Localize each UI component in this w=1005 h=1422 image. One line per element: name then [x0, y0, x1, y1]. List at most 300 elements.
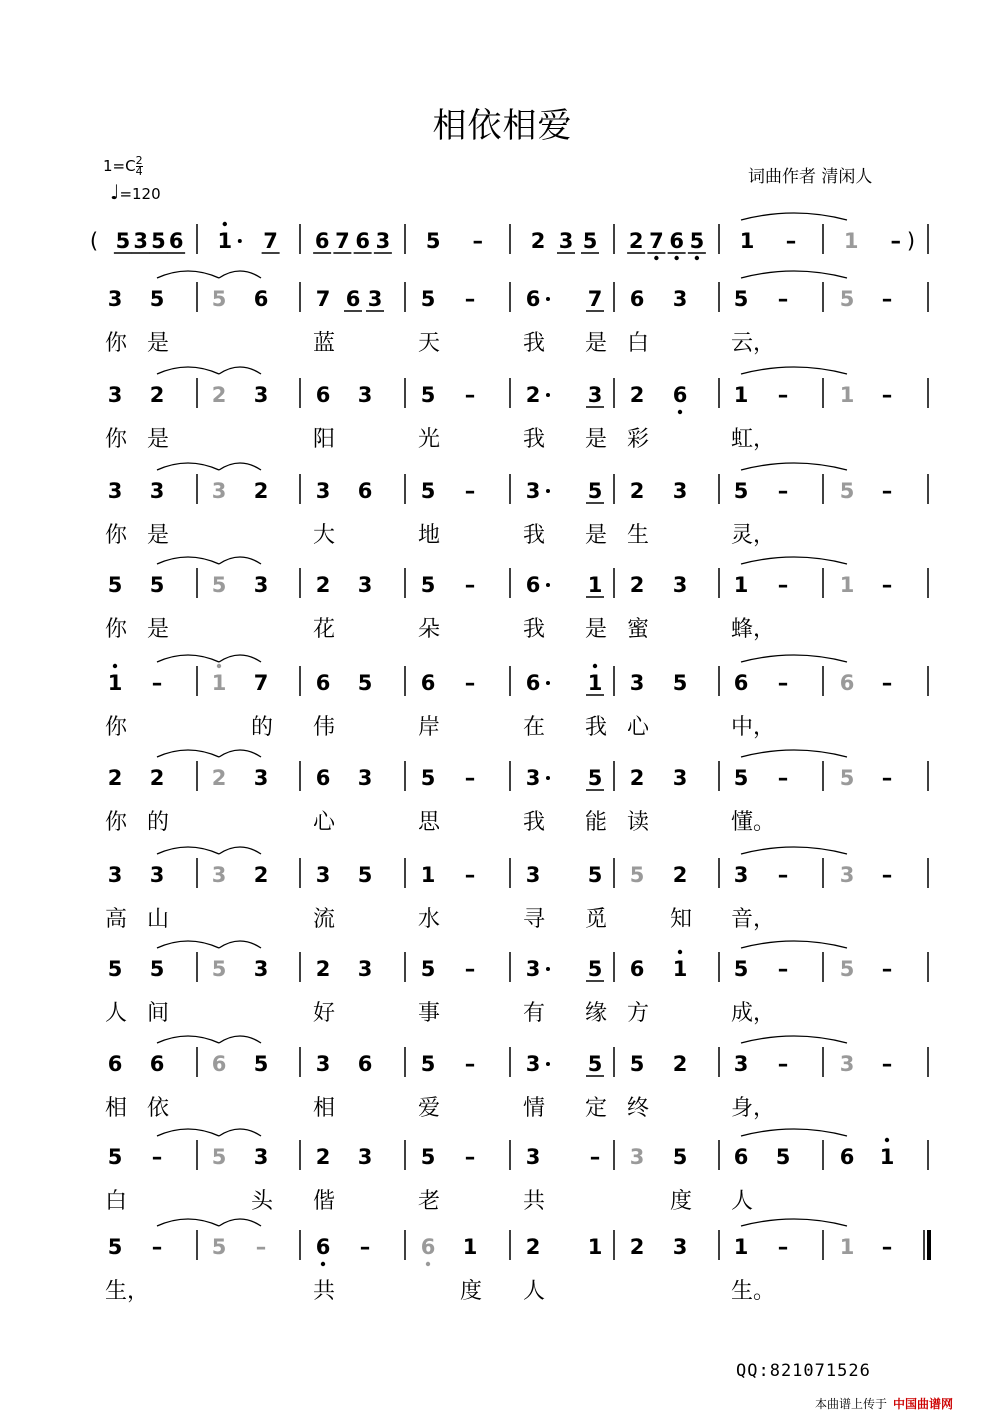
- lyric-char: 花: [313, 617, 336, 642]
- note: 3: [357, 383, 373, 407]
- lyric-char: 阳: [313, 427, 336, 452]
- lyric-char: 我: [523, 427, 546, 452]
- tie-slur: [219, 847, 261, 854]
- note: 2: [253, 479, 269, 503]
- lyric-char: 读: [627, 810, 650, 835]
- lyric-char: 能: [585, 810, 608, 835]
- augmentation-dot: [546, 489, 550, 493]
- augmentation-dot: [238, 239, 242, 243]
- octave-low-dot: [654, 256, 658, 260]
- tie-slur: [219, 367, 261, 374]
- lyric-char: 我: [523, 810, 546, 835]
- note: 5: [672, 1145, 688, 1169]
- note: 3: [525, 1145, 541, 1169]
- lyric-char: 缘: [585, 1001, 608, 1026]
- lyric-char: 你: [105, 331, 128, 356]
- lyric-char: 伟: [313, 715, 336, 740]
- note: 3: [672, 1235, 688, 1259]
- note: –: [472, 229, 483, 253]
- tie-slur: [741, 1036, 847, 1043]
- note: 5: [420, 479, 436, 503]
- lyric-char: 山: [147, 907, 170, 932]
- note: 2: [315, 573, 331, 597]
- note: –: [151, 671, 163, 695]
- lyric-char: 你: [105, 617, 128, 642]
- lyric-char: 心: [313, 810, 336, 835]
- note: 5: [582, 229, 598, 253]
- note: 5: [420, 1145, 436, 1169]
- lyric-char: 蜂，: [731, 617, 776, 642]
- note: 7: [315, 287, 331, 311]
- lyric-char: 共: [523, 1189, 546, 1214]
- note: 5: [149, 573, 165, 597]
- note: –: [359, 1235, 371, 1259]
- note: 5: [425, 229, 441, 253]
- octave-low-dot: [674, 256, 678, 260]
- lyric-char: 定: [585, 1096, 608, 1121]
- note: 7: [335, 229, 350, 253]
- note: –: [881, 287, 893, 311]
- note: 3: [149, 863, 165, 887]
- note: 6: [839, 671, 855, 695]
- lyric-char: 我: [523, 331, 546, 356]
- note: –: [881, 573, 893, 597]
- note: 6: [420, 1235, 436, 1259]
- note: 6: [672, 383, 688, 407]
- note: 6: [357, 1052, 373, 1076]
- note: 5: [420, 383, 436, 407]
- note: 5: [775, 1145, 791, 1169]
- lyric-char: 觅: [585, 907, 608, 932]
- note: 5: [733, 957, 749, 981]
- note: –: [881, 1235, 893, 1259]
- lyric-char: 云，: [731, 331, 776, 356]
- note: 3: [107, 287, 123, 311]
- tie-slur: [741, 367, 847, 374]
- lyric-char: 高: [105, 907, 128, 932]
- lyric-char: 彩: [627, 427, 650, 452]
- note: 3: [253, 766, 269, 790]
- note: 5: [839, 479, 855, 503]
- lyric-char: 相: [313, 1096, 336, 1121]
- note: –: [777, 671, 789, 695]
- note: 6: [315, 1235, 331, 1259]
- note: 6: [420, 671, 436, 695]
- note: –: [464, 573, 476, 597]
- octave-high-dot: [113, 664, 117, 668]
- octave-low-dot: [426, 1262, 430, 1266]
- note: 5: [587, 766, 603, 790]
- note: 3: [315, 479, 331, 503]
- note: –: [881, 479, 893, 503]
- tie-slur: [157, 271, 219, 278]
- lyric-char: 是: [585, 427, 608, 452]
- note: 6: [525, 671, 541, 695]
- augmentation-dot: [546, 297, 550, 301]
- note: 6: [315, 766, 331, 790]
- note: 5: [839, 957, 855, 981]
- note: 1: [839, 573, 855, 597]
- note: 6: [733, 671, 749, 695]
- lyric-char: 你: [105, 715, 128, 740]
- note: 1: [587, 573, 603, 597]
- note: 3: [357, 957, 373, 981]
- lyric-char: 爱: [418, 1096, 441, 1121]
- note: 3: [733, 1052, 749, 1076]
- note: 5: [149, 287, 165, 311]
- note: –: [464, 957, 476, 981]
- note: 1: [420, 863, 436, 887]
- note: –: [464, 863, 476, 887]
- note: –: [151, 1235, 163, 1259]
- note: 1: [733, 1235, 749, 1259]
- lyric-char: 共: [313, 1279, 336, 1304]
- augmentation-dot: [546, 967, 550, 971]
- note: 2: [629, 479, 645, 503]
- lyric-char: 是: [147, 523, 170, 548]
- lyric-char: 身，: [731, 1096, 776, 1121]
- tie-slur: [741, 655, 847, 662]
- note: –: [881, 383, 893, 407]
- note: 2: [628, 229, 644, 253]
- note: 5: [151, 229, 166, 253]
- note: 5: [107, 1235, 123, 1259]
- octave-high-dot: [885, 1138, 889, 1142]
- note: 3: [315, 863, 331, 887]
- lyric-char: 老: [418, 1189, 441, 1214]
- note: 2: [525, 383, 541, 407]
- note: 5: [115, 229, 131, 253]
- lyric-char: 度: [460, 1279, 483, 1304]
- note: 1: [839, 383, 855, 407]
- note: 5: [629, 863, 645, 887]
- lyric-char: 事: [418, 1001, 441, 1026]
- lyric-char: 寻: [523, 907, 546, 932]
- note: 6: [669, 229, 684, 253]
- note: –: [464, 383, 476, 407]
- note: 5: [211, 573, 227, 597]
- note: 1: [107, 671, 123, 695]
- lyric-char: 有: [523, 1001, 546, 1026]
- octave-low-dot: [678, 410, 682, 414]
- note: –: [777, 1235, 789, 1259]
- note: 6: [525, 287, 541, 311]
- note: 7: [587, 287, 603, 311]
- note: 6: [733, 1145, 749, 1169]
- note: 3: [357, 1145, 373, 1169]
- lyric-char: 方: [627, 1001, 650, 1026]
- note: 1: [587, 671, 603, 695]
- note: 6: [357, 479, 373, 503]
- note: 2: [315, 957, 331, 981]
- note: 3: [629, 671, 645, 695]
- note: –: [777, 287, 789, 311]
- note: 6: [107, 1052, 123, 1076]
- note: 2: [315, 1145, 331, 1169]
- lyric-char: 生，: [105, 1279, 150, 1304]
- footer: [815, 1395, 953, 1412]
- note: 3: [672, 479, 688, 503]
- tie-slur: [219, 750, 261, 757]
- tie-slur: [157, 1036, 219, 1043]
- note: 5: [689, 229, 705, 253]
- note: –: [464, 1145, 476, 1169]
- note: 2: [107, 766, 123, 790]
- note: 5: [420, 1052, 436, 1076]
- time-denominator: 4: [135, 165, 143, 178]
- lyric-char: 头: [251, 1189, 274, 1214]
- note: 6: [525, 573, 541, 597]
- note: –: [777, 573, 789, 597]
- note: 2: [253, 863, 269, 887]
- augmentation-dot: [546, 393, 550, 397]
- note: 3: [211, 863, 227, 887]
- note: 6: [253, 287, 269, 311]
- tie-slur: [741, 1129, 847, 1136]
- close-paren: ): [906, 229, 916, 253]
- lyric-char: 的: [147, 810, 170, 835]
- key-label: 1=C: [103, 157, 136, 175]
- note: 3: [107, 479, 123, 503]
- augmentation-dot: [546, 776, 550, 780]
- note: 5: [211, 287, 227, 311]
- note: –: [881, 863, 893, 887]
- note: 1: [733, 573, 749, 597]
- note: 1: [211, 671, 227, 695]
- tie-slur: [219, 1219, 261, 1226]
- augmentation-dot: [546, 681, 550, 685]
- tie-slur: [741, 463, 847, 470]
- note: 3: [211, 479, 227, 503]
- tie-slur: [157, 941, 219, 948]
- tie-slur: [219, 271, 261, 278]
- lyric-char: 音，: [731, 907, 776, 932]
- note: 5: [357, 863, 373, 887]
- lyric-char: 光: [418, 427, 441, 452]
- note: 6: [355, 229, 370, 253]
- lyric-char: 虹，: [731, 427, 776, 452]
- lyric-char: 白: [105, 1189, 128, 1214]
- lyric-char: 我: [523, 523, 546, 548]
- lyric-char: 生: [627, 523, 650, 548]
- octave-high-dot: [217, 664, 221, 668]
- note: 2: [149, 766, 165, 790]
- note: 5: [420, 766, 436, 790]
- note: –: [890, 229, 901, 253]
- note: 3: [253, 383, 269, 407]
- lyric-char: 情: [523, 1096, 546, 1121]
- lyric-char: 度: [670, 1189, 693, 1214]
- note: 5: [587, 1052, 603, 1076]
- lyric-char: 偕: [313, 1189, 336, 1214]
- lyric-char: 终: [627, 1096, 650, 1121]
- augmentation-dot: [546, 583, 550, 587]
- lyric-char: 是: [585, 523, 608, 548]
- octave-high-dot: [678, 950, 682, 954]
- note: 3: [357, 573, 373, 597]
- page-title: 相依相爱: [432, 106, 573, 146]
- lyric-char: 知: [670, 907, 693, 932]
- note: 3: [367, 287, 383, 311]
- note: 5: [107, 573, 123, 597]
- note: 5: [587, 863, 603, 887]
- lyric-char: 灵，: [731, 523, 776, 548]
- note: –: [777, 1052, 789, 1076]
- note: –: [881, 671, 893, 695]
- note: 2: [672, 1052, 688, 1076]
- lyric-char: 你: [105, 523, 128, 548]
- note: 2: [525, 1235, 541, 1259]
- lyric-char: 岸: [418, 715, 441, 740]
- note: 5: [733, 287, 749, 311]
- note: –: [464, 671, 476, 695]
- note: 5: [357, 671, 373, 695]
- lyric-char: 思: [418, 810, 441, 835]
- note: 5: [211, 1235, 227, 1259]
- tie-slur: [157, 557, 219, 564]
- lyric-char: 流: [313, 907, 336, 932]
- note: –: [785, 229, 797, 253]
- lyric-char: 依: [147, 1096, 170, 1121]
- note: 3: [525, 863, 541, 887]
- note: 3: [672, 573, 688, 597]
- note: 2: [211, 766, 227, 790]
- lyric-char: 成，: [731, 1001, 776, 1026]
- note: 6: [315, 383, 331, 407]
- note: –: [777, 766, 789, 790]
- note: 6: [314, 229, 330, 253]
- note: 2: [629, 573, 645, 597]
- note: 3: [525, 957, 541, 981]
- note: 1: [672, 957, 688, 981]
- note: 1: [879, 1145, 895, 1169]
- note: 3: [357, 766, 373, 790]
- note: 3: [525, 1052, 541, 1076]
- tie-slur: [157, 367, 219, 374]
- note: –: [777, 863, 789, 887]
- note: 3: [375, 229, 391, 253]
- tie-slur: [157, 750, 219, 757]
- tie-slur: [741, 750, 847, 757]
- lyric-char: 在: [523, 715, 546, 740]
- note: 6: [315, 671, 331, 695]
- lyric-char: 我: [523, 617, 546, 642]
- lyric-char: 白: [627, 331, 650, 356]
- note: 5: [733, 479, 749, 503]
- note: 3: [558, 229, 574, 253]
- octave-low-dot: [695, 256, 699, 260]
- note: –: [464, 287, 476, 311]
- lyric-char: 懂。: [731, 810, 776, 835]
- note: 5: [587, 957, 603, 981]
- lyric-char: 好: [313, 1001, 336, 1026]
- open-paren: (: [89, 229, 99, 253]
- tie-slur: [741, 941, 847, 948]
- tie-slur: [741, 1219, 847, 1226]
- lyric-char: 中，: [731, 715, 776, 740]
- lyric-char: 人: [731, 1189, 754, 1214]
- footer-text: 本曲谱上传于: [815, 1397, 888, 1411]
- lyric-char: 的: [251, 715, 274, 740]
- note: 2: [629, 383, 645, 407]
- tie-slur: [219, 1129, 261, 1136]
- note: 5: [211, 957, 227, 981]
- note: 5: [839, 287, 855, 311]
- tie-slur: [219, 941, 261, 948]
- note: 1: [733, 383, 749, 407]
- note: 3: [672, 287, 688, 311]
- note: 6: [839, 1145, 855, 1169]
- note: –: [464, 766, 476, 790]
- note: 3: [253, 573, 269, 597]
- credits: 词曲作者 清闲人: [748, 167, 873, 187]
- note: 3: [672, 766, 688, 790]
- lyric-char: 是: [585, 617, 608, 642]
- note: 5: [107, 957, 123, 981]
- tie-slur: [741, 557, 847, 564]
- lyric-char: 间: [147, 1001, 170, 1026]
- lyric-char: 水: [418, 907, 441, 932]
- note: 5: [629, 1052, 645, 1076]
- lyric-char: 人: [105, 1001, 128, 1026]
- quarter-note-icon: ♩: [110, 180, 120, 204]
- note: 5: [672, 671, 688, 695]
- lyric-char: 相: [105, 1096, 128, 1121]
- note: 5: [587, 479, 603, 503]
- note: 1: [462, 1235, 478, 1259]
- note: 3: [525, 766, 541, 790]
- note: 3: [839, 1052, 855, 1076]
- note: 5: [107, 1145, 123, 1169]
- note: –: [255, 1235, 267, 1259]
- lyric-char: 人: [523, 1279, 546, 1304]
- note: 1: [217, 229, 233, 253]
- octave-low-dot: [321, 1262, 325, 1266]
- note: 5: [839, 766, 855, 790]
- note: 6: [629, 287, 645, 311]
- note: 2: [211, 383, 227, 407]
- note: 3: [629, 1145, 645, 1169]
- note: 2: [149, 383, 165, 407]
- note: 3: [107, 863, 123, 887]
- lyric-char: 你: [105, 427, 128, 452]
- note: 5: [420, 287, 436, 311]
- note: 7: [649, 229, 664, 253]
- note: 5: [211, 1145, 227, 1169]
- note: 7: [263, 229, 278, 253]
- lyric-char: 天: [418, 331, 441, 356]
- note: 1: [587, 1235, 603, 1259]
- note: 1: [739, 229, 755, 253]
- note: 2: [629, 766, 645, 790]
- lyric-char: 你: [105, 810, 128, 835]
- note: 3: [733, 863, 749, 887]
- note: –: [777, 383, 789, 407]
- tie-slur: [157, 1219, 219, 1226]
- note: 3: [839, 863, 855, 887]
- tie-slur: [219, 557, 261, 564]
- note: 3: [107, 383, 123, 407]
- lyric-char: 是: [147, 427, 170, 452]
- note: 5: [420, 957, 436, 981]
- octave-high-dot: [593, 664, 597, 668]
- time-numerator: 2: [135, 154, 143, 167]
- note: –: [464, 479, 476, 503]
- note: 6: [168, 229, 184, 253]
- lyric-char: 心: [627, 715, 650, 740]
- note: –: [777, 479, 789, 503]
- note: –: [151, 1145, 163, 1169]
